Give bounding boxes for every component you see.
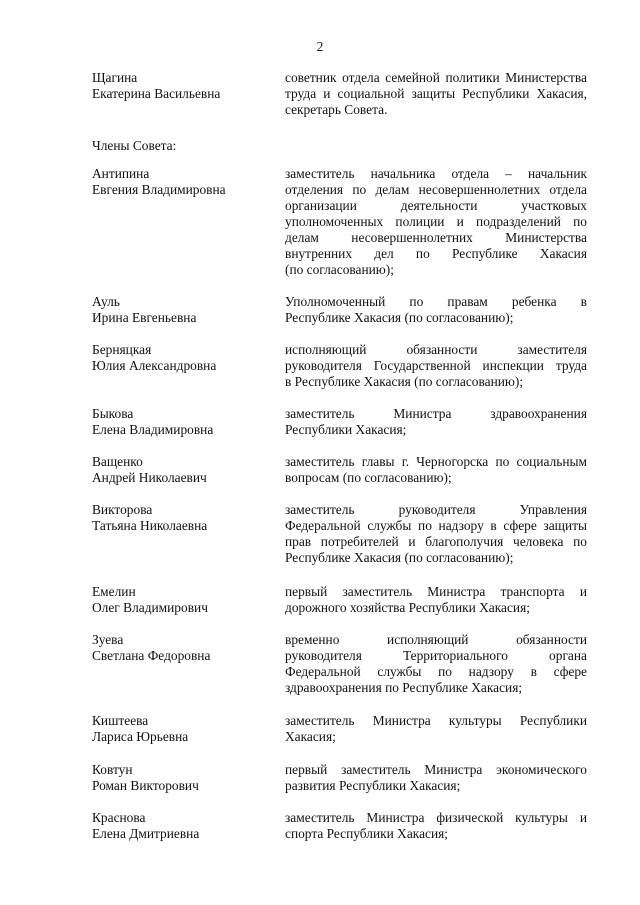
position-line: отделения по делам несовершеннолетних отдела — [285, 182, 587, 197]
member-position — [285, 713, 587, 745]
position-line: вопросам (по согласованию); — [285, 470, 452, 485]
position-line: Республики Хакасия; — [285, 422, 407, 437]
position-line: внутренних дел по Республике Хакасия — [285, 246, 587, 261]
position-line: развития Республики Хакасия; — [285, 778, 461, 793]
position-line: советник отдела семейной политики Министерства — [285, 70, 587, 85]
page-number: 2 — [316, 39, 324, 54]
position-line: спорта Республики Хакасия; — [285, 826, 449, 841]
member-given-name: Екатерина Васильевна — [92, 86, 221, 101]
member-name — [92, 810, 282, 842]
position-line: дорожного хозяйства Республики Хакасия; — [285, 600, 530, 615]
member-given-name: Елена Дмитриевна — [92, 826, 200, 841]
member-position — [285, 810, 587, 842]
members-heading: Члены Совета: — [92, 138, 177, 153]
member-surname: Ващенко — [92, 454, 143, 469]
member-name — [92, 406, 282, 438]
position-line: делам несовершеннолетних Министерства — [285, 230, 587, 245]
position-line: Хакасия; — [285, 729, 336, 744]
position-line: заместитель начальника отдела – начальник — [285, 166, 587, 181]
member-position — [285, 454, 587, 486]
member-name — [92, 70, 282, 102]
position-line: исполняющий обязанности заместителя — [285, 342, 587, 357]
member-given-name: Роман Викторович — [92, 778, 199, 793]
member-name — [92, 584, 282, 616]
position-line: Федеральной службы по надзору в сфере — [285, 664, 587, 679]
member-given-name: Андрей Николаевич — [92, 470, 207, 485]
position-line: здравоохранения по Республике Хакасия; — [285, 680, 523, 695]
member-name — [92, 713, 282, 745]
member-surname: Викторова — [92, 502, 153, 517]
member-surname: Краснова — [92, 810, 146, 825]
position-line: уполномоченных полиции и подразделений по — [285, 214, 587, 229]
member-given-name: Юлия Александровна — [92, 358, 217, 373]
member-surname: Быкова — [92, 406, 134, 421]
member-given-name: Олег Владимирович — [92, 600, 208, 615]
position-line: заместитель Министра культуры Республики — [285, 713, 587, 728]
member-position — [285, 502, 587, 566]
member-position — [285, 632, 587, 696]
member-position — [285, 406, 587, 438]
position-line: заместитель главы г. Черногорска по социальным — [285, 454, 587, 469]
member-position — [285, 166, 587, 278]
position-line: Республике Хакасия (по согласованию); — [285, 310, 514, 325]
member-position — [285, 762, 587, 794]
member-given-name: Евгения Владимировна — [92, 182, 226, 197]
member-surname: Емелин — [92, 584, 136, 599]
member-surname: Ковтун — [92, 762, 133, 777]
position-line: в Республике Хакасия (по согласованию); — [285, 374, 524, 389]
member-given-name: Елена Владимировна — [92, 422, 214, 437]
member-surname: Щагина — [92, 70, 138, 85]
position-line: организации деятельности участковых — [285, 198, 587, 213]
position-line: заместитель Министра физической культуры и — [285, 810, 587, 825]
position-line: Республике Хакасия (по согласованию); — [285, 550, 514, 565]
member-surname: Ауль — [92, 294, 120, 309]
position-line: Уполномоченный по правам ребенка в — [285, 294, 587, 309]
position-line: временно исполняющий обязанности — [285, 632, 587, 647]
member-given-name: Лариса Юрьевна — [92, 729, 189, 744]
position-line: (по согласованию); — [285, 262, 394, 277]
member-surname: Киштеева — [92, 713, 149, 728]
position-line: труда и социальной защиты Республики Хакасия, — [285, 86, 587, 101]
position-line: руководителя Территориального органа — [285, 648, 587, 663]
member-surname: Антипина — [92, 166, 150, 181]
position-line: секретарь Совета. — [285, 102, 388, 117]
position-line: прав потребителей и благополучия человека по — [285, 534, 587, 549]
member-surname: Зуева — [92, 632, 124, 647]
position-line: заместитель руководителя Управления — [285, 502, 587, 517]
member-name — [92, 502, 282, 534]
member-name — [92, 762, 282, 794]
member-given-name: Ирина Евгеньевна — [92, 310, 197, 325]
position-line: Федеральной службы по надзору в сфере защиты — [285, 518, 587, 533]
member-name — [92, 632, 282, 664]
member-given-name: Татьяна Николаевна — [92, 518, 208, 533]
member-name — [92, 166, 282, 198]
position-line: руководителя Государственной инспекции труда — [285, 358, 587, 373]
member-position — [285, 342, 587, 390]
member-position — [285, 584, 587, 616]
position-line: первый заместитель Министра экономического — [285, 762, 587, 777]
member-surname: Берняцкая — [92, 342, 152, 357]
member-position — [285, 294, 587, 326]
member-name — [92, 294, 282, 326]
member-position — [285, 70, 587, 118]
member-name — [92, 454, 282, 486]
member-given-name: Светлана Федоровна — [92, 648, 211, 663]
member-name — [92, 342, 282, 374]
position-line: первый заместитель Министра транспорта и — [285, 584, 587, 599]
position-line: заместитель Министра здравоохранения — [285, 406, 587, 421]
